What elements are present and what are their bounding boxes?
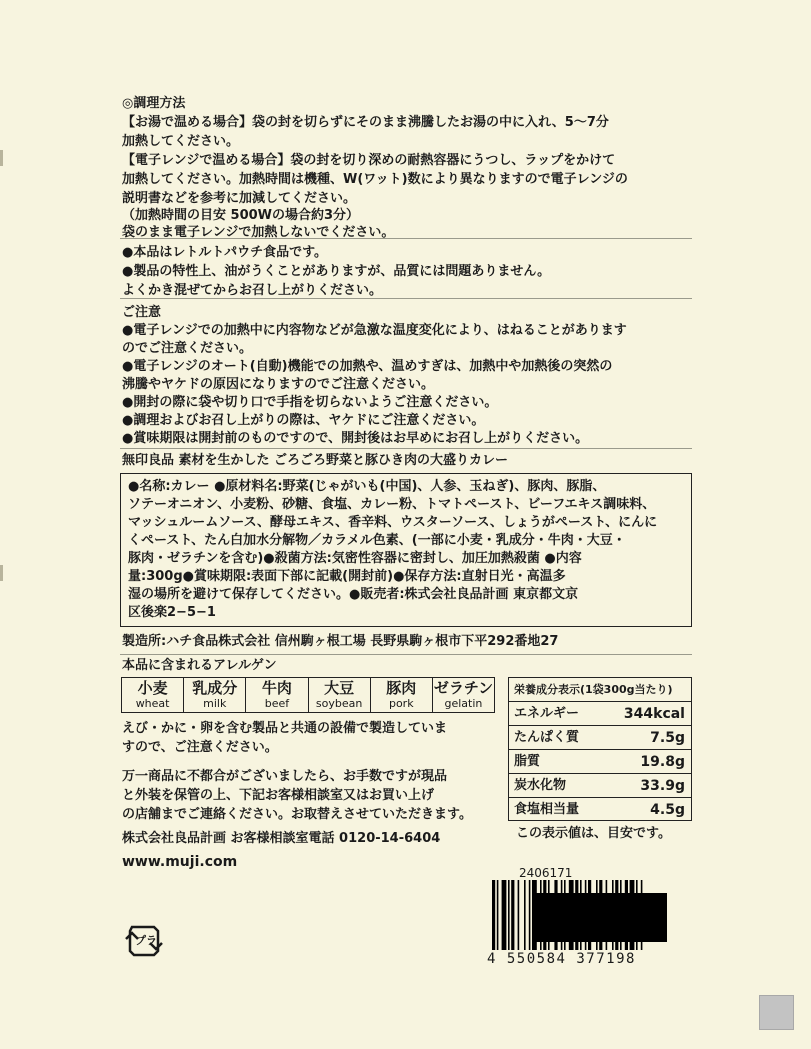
contact-company: 株式会社良品計画 お客様相談室電話 0120-14-6404 [122,831,441,846]
cooking-line: 加熱してください。 [122,134,240,149]
cooking-line: 【お湯で温める場合】袋の封を切らずにそのまま沸騰したお湯の中に入れ、5～7分 [122,115,609,130]
allergen-cell [309,678,371,712]
barcode-bar [497,880,499,950]
cooking-line: 【電子レンジで温める場合】袋の封を切り深めの耐熱容器にうつし、ラップをかけて [122,153,616,168]
caution-line: ●賞味期限は開封前のものですので、開封後はお早めにお召し上がりください。 [122,431,589,446]
nutrient-value: 33.9g [640,778,685,794]
edge-mark [0,565,3,581]
info-line: マッシュルームソース、酵母エキス、香辛料、ウスターソース、しょうがペースト、にんに [128,515,658,530]
nutrient-name: 脂質 [514,754,541,769]
info-line: くペースト、たん白加水分解物／カラメル色素、(一部に小麦・乳成分・牛肉・大豆・ [128,533,626,548]
divider [120,448,692,449]
nutrition-row [509,726,691,750]
nutrition-row [509,798,691,822]
nutrient-name: エネルギー [514,706,580,721]
product-info-box [120,473,692,627]
barcode-bar [511,880,514,950]
note-line: ●製品の特性上、油がうくことがありますが、品質には問題ありません。 [122,264,551,279]
nutrition-row [509,702,691,726]
allergen-ja: 小麦 [137,679,168,697]
note-line: ●本品はレトルトパウチ食品です。 [122,245,328,260]
caution-line: ●電子レンジでの加熱中に内容物などが急激な温度変化により、はねることがあります [122,323,627,338]
info-line: 区後楽2−5−1 [128,605,216,620]
website: www.muji.com [122,854,238,870]
nutrient-value: 19.8g [640,754,685,770]
allergen-ja: ゼラチン [433,679,494,697]
allergen-ja: 豚肉 [386,679,417,697]
caution-line: ●電子レンジのオート(自動)機能での加熱や、温めすぎは、加熱中や加熱後の突然の [122,359,613,374]
allergen-title: 本品に含まれるアレルゲン [122,658,277,673]
caution-title: ご注意 [122,305,162,320]
allergen-ja: 乳成分 [192,679,238,697]
nutrient-name: 食塩相当量 [514,802,580,817]
cooking-line: （加熱時間の目安 500Wの場合約3分） [122,208,360,223]
nutrition-row [509,750,691,774]
nutrient-value: 4.5g [650,802,685,818]
caution-line: 沸騰やヤケドの原因になりますのでご注意ください。 [122,377,435,392]
allergen-en: soybean [315,697,363,710]
nutrient-name: 炭水化物 [514,778,567,793]
barcode-bar [524,880,526,950]
edge-mark [0,150,3,166]
cooking-line: 加熱してください。加熱時間は機種、W(ワット)数により異なりますので電子レンジの [122,172,628,187]
nutrition-row [509,774,691,798]
caution-line: ●開封の際に袋や切り口で手指を切らないようご注意ください。 [122,395,498,410]
barcode-bar [502,880,507,950]
allergen-cell [122,678,184,712]
barcode-bar [492,880,495,950]
info-line: ソテーオニオン、小麦粉、砂糖、食塩、カレー粉、トマトペースト、ビーフエキス調味料、 [128,497,656,512]
caution-line: のでご注意ください。 [122,341,253,356]
nutrition-title: 栄養成分表示(1袋300g当たり) [509,678,691,702]
info-line: ●名称:カレー ●原材料名:野菜(じゃがいも(中国)、人参、玉ねぎ)、豚肉、豚脂、 [128,479,606,494]
allergen-cell [433,678,494,712]
manufacturer: 製造所:ハチ食品株式会社 信州駒ヶ根工場 長野県駒ヶ根市下平292番地27 [122,634,559,649]
info-line: 湿の場所を避けて保存してください。●販売者:株式会社良品計画 東京都文京 [128,587,579,602]
recycle-label: プラ [135,934,157,947]
product-name: 無印良品 素材を生かした ごろごろ野菜と豚ひき肉の大盛りカレー [122,453,509,468]
allergen-table [121,677,495,713]
allergen-en: wheat [135,697,170,710]
barcode-bar [518,880,520,950]
caution-line: ●調理およびお召し上がりの際は、ヤケドにご注意ください。 [122,413,485,428]
divider [120,654,692,655]
contact-line: と外装を保管の上、下記お客様相談室又はお買い上げ [122,788,435,803]
contact-line: の店舗までご連絡ください。お取替えさせていただきます。 [122,807,472,822]
divider [120,238,692,239]
allergen-cell [246,678,308,712]
nutrition-table [508,677,692,821]
info-line: 量:300g●賞味期限:表面下部に記載(開封前)●保存方法:直射日光・高温多 [128,569,566,584]
allergen-cell [184,678,246,712]
barcode-code-top: 2406171 [519,866,573,880]
allergen-en: beef [264,697,290,710]
color-swatch [759,995,794,1030]
barcode-number: 4 550584 377198 [487,951,636,967]
barcode-mask [536,893,667,942]
allergen-en: pork [388,697,414,710]
cooking-line: 説明書などを参考に加減してください。 [122,191,357,206]
nutrient-name: たんぱく質 [514,730,580,745]
info-line: 豚肉・ゼラチンを含む)●殺菌方法:気密性容器に密封し、加圧加熱殺菌 ●内容 [128,551,582,566]
barcode-bar [529,880,531,950]
allergen-en: gelatin [444,697,483,710]
allergen-ja: 大豆 [324,679,355,697]
divider [120,298,692,299]
nutrient-value: 344kcal [623,706,685,722]
allergen-cell [371,678,433,712]
contact-line: 万一商品に不都合がございましたら、お手数ですが現品 [122,769,448,784]
cooking-title: ◎調理方法 [122,96,186,111]
nutrition-footnote: この表示値は、目安です。 [516,826,671,841]
allergen-note: えび・かに・卵を含む製品と共通の設備で製造していま [122,721,448,736]
cooking-line: 袋のまま電子レンジで加熱しないでください。 [122,225,395,240]
note-line: よくかき混ぜてからお召し上がりください。 [122,283,383,298]
nutrient-value: 7.5g [650,730,685,746]
allergen-note: すので、ご注意ください。 [122,740,278,755]
allergen-ja: 牛肉 [261,679,292,697]
barcode-bar [508,880,510,950]
allergen-en: milk [203,697,227,710]
